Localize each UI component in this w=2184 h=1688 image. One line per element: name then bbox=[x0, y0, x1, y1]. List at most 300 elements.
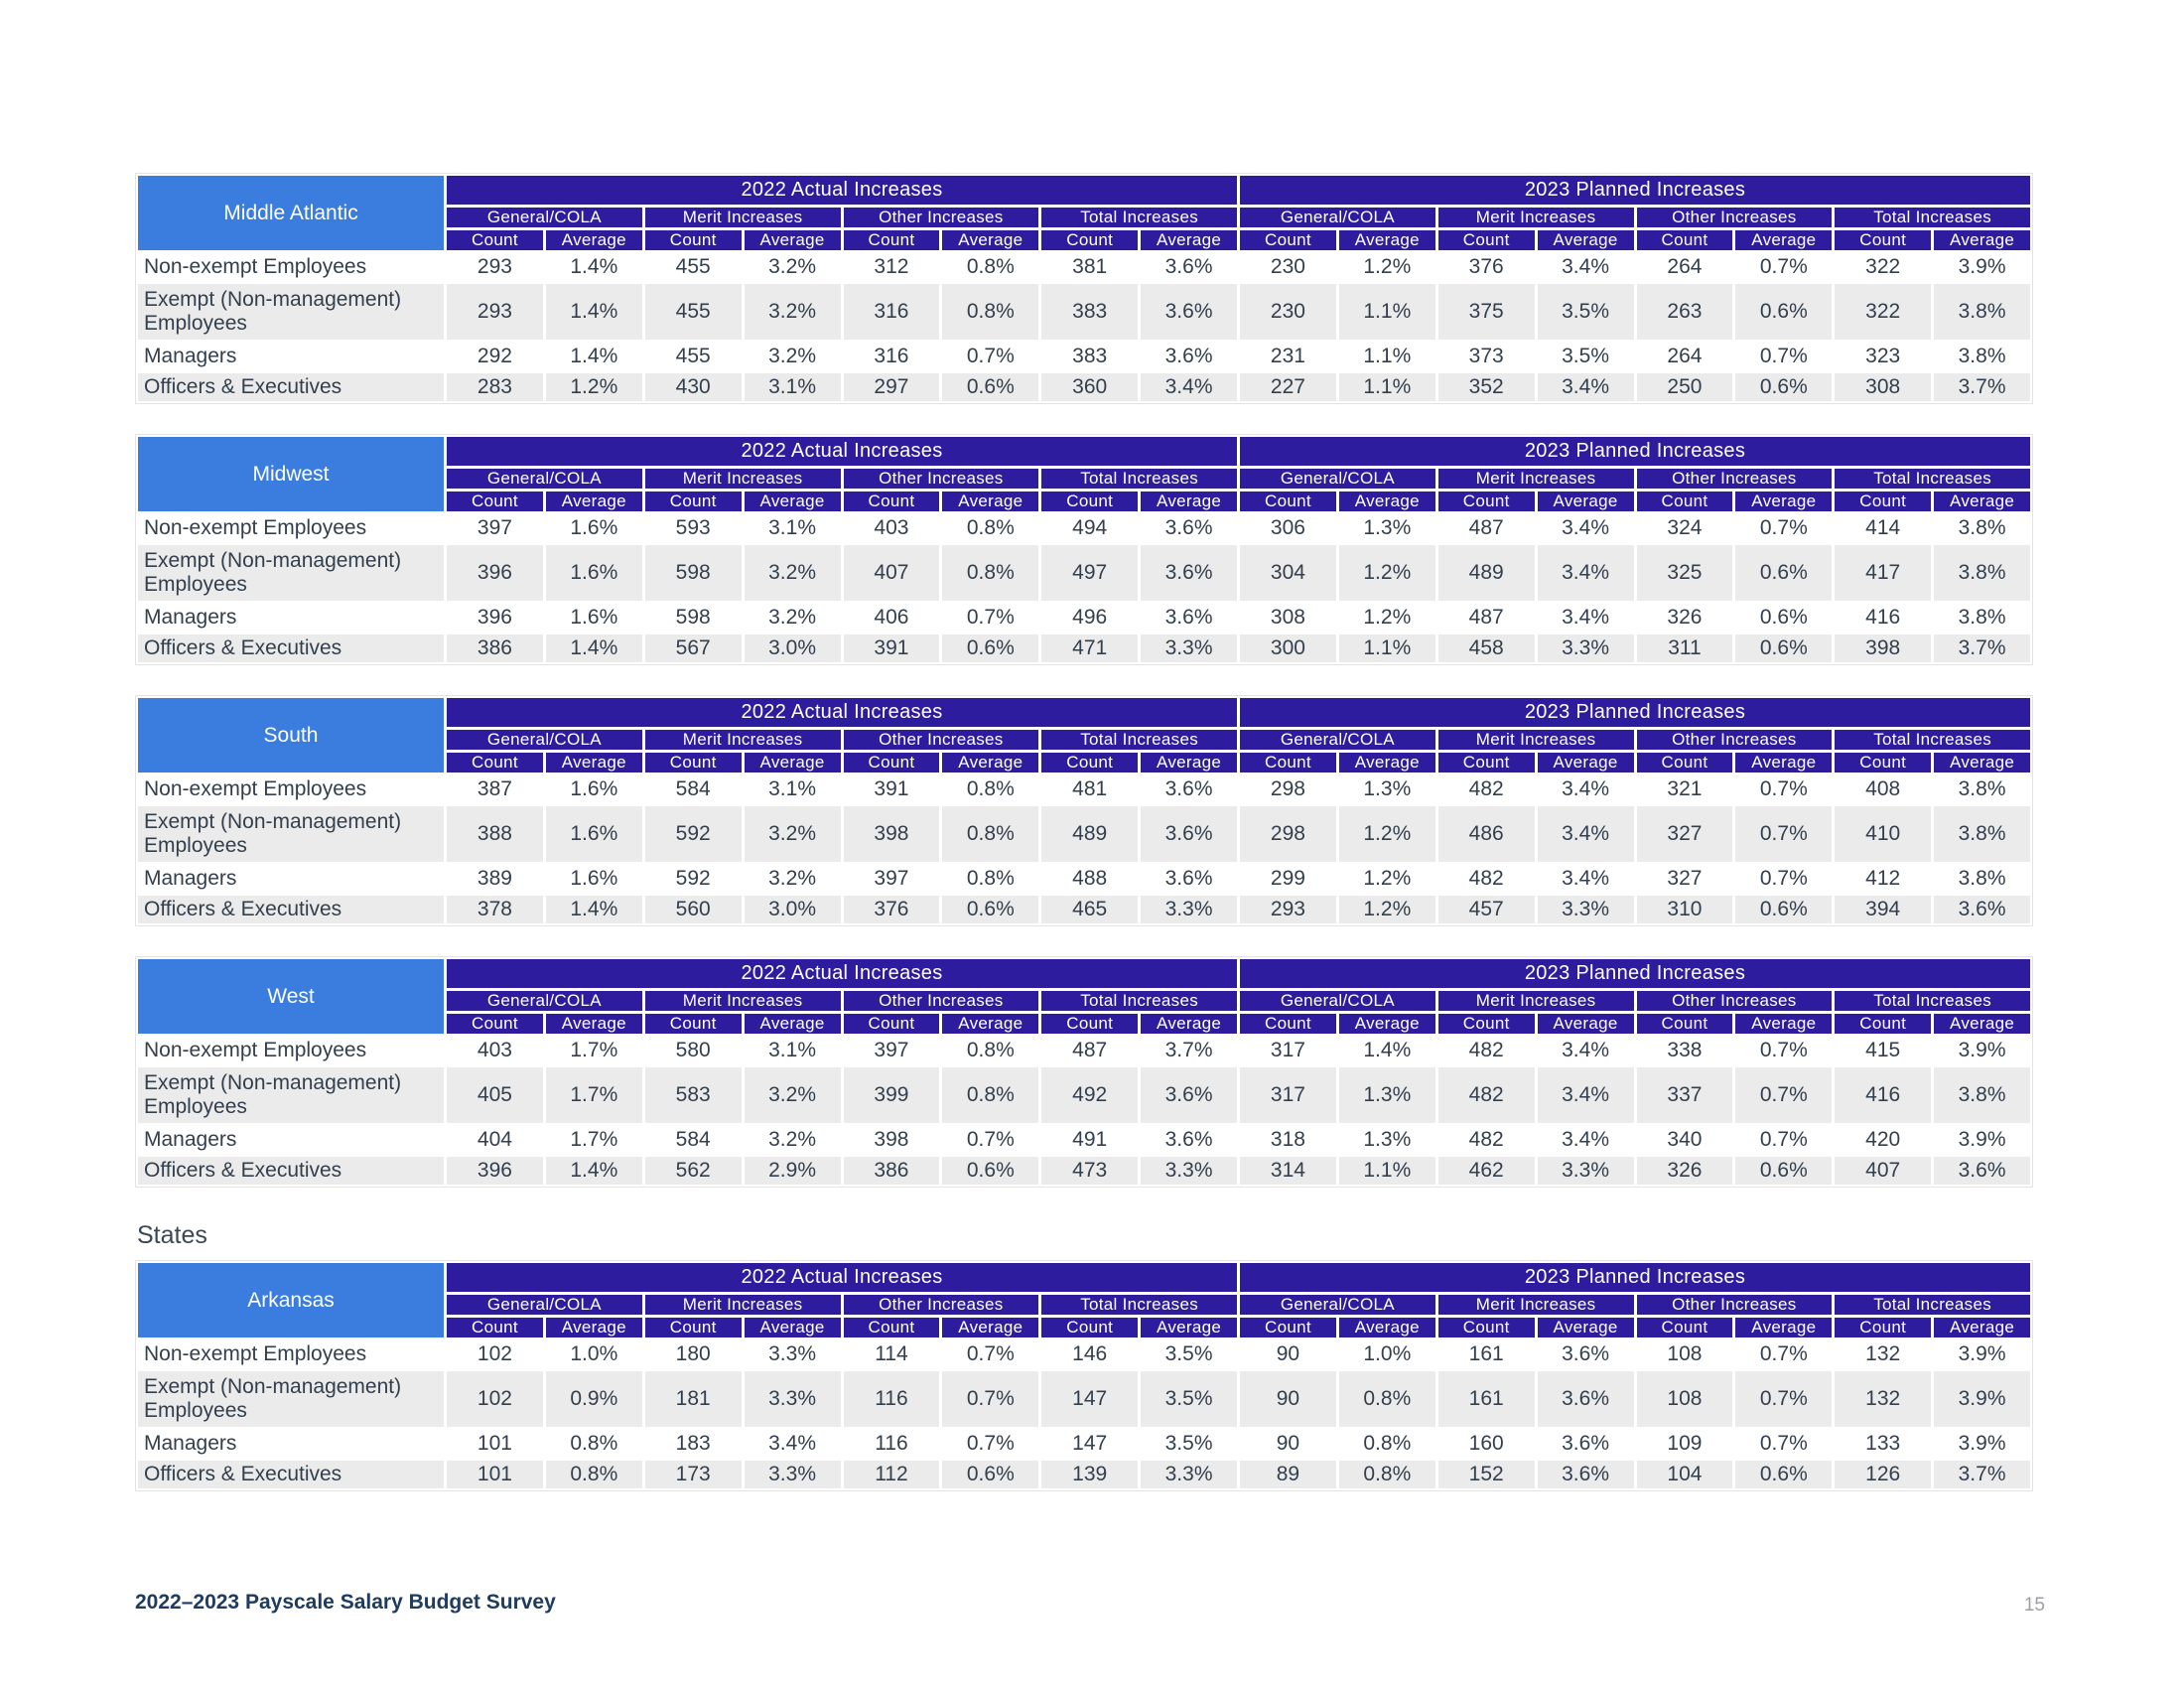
value-cell: 90 bbox=[1240, 1430, 1336, 1458]
value-cell: 416 bbox=[1835, 1067, 1931, 1123]
value-cell: 381 bbox=[1041, 253, 1138, 281]
measure-header-count: Count bbox=[1240, 492, 1336, 511]
value-cell: 116 bbox=[844, 1371, 940, 1427]
value-cell: 298 bbox=[1240, 806, 1336, 862]
value-cell: 598 bbox=[645, 545, 742, 601]
value-cell: 3.4% bbox=[1538, 604, 1634, 632]
row-label-managers: Managers bbox=[138, 1430, 444, 1458]
measure-header-average: Average bbox=[1339, 1318, 1435, 1337]
value-cell: 0.8% bbox=[942, 1037, 1038, 1064]
value-cell: 3.2% bbox=[745, 604, 841, 632]
value-cell: 3.4% bbox=[1538, 1067, 1634, 1123]
value-cell: 386 bbox=[447, 634, 543, 662]
year-group-header-2023: 2023 Planned Increases bbox=[1240, 959, 2030, 988]
value-cell: 403 bbox=[447, 1037, 543, 1064]
value-cell: 3.7% bbox=[1141, 1037, 1237, 1064]
value-cell: 300 bbox=[1240, 634, 1336, 662]
measure-header-count: Count bbox=[1041, 230, 1138, 250]
value-cell: 126 bbox=[1835, 1461, 1931, 1488]
value-cell: 430 bbox=[645, 373, 742, 401]
measure-header-average: Average bbox=[1339, 1014, 1435, 1034]
value-cell: 0.6% bbox=[1735, 1157, 1832, 1185]
value-cell: 352 bbox=[1438, 373, 1535, 401]
value-cell: 298 bbox=[1240, 775, 1336, 803]
value-cell: 1.2% bbox=[1339, 865, 1435, 893]
value-cell: 560 bbox=[645, 896, 742, 923]
value-cell: 3.8% bbox=[1934, 604, 2030, 632]
value-cell: 403 bbox=[844, 514, 940, 542]
value-cell: 327 bbox=[1637, 865, 1733, 893]
measure-header-count: Count bbox=[447, 492, 543, 511]
value-cell: 0.6% bbox=[1735, 896, 1832, 923]
value-cell: 231 bbox=[1240, 343, 1336, 370]
value-cell: 322 bbox=[1835, 284, 1931, 340]
value-cell: 0.6% bbox=[942, 1461, 1038, 1488]
year-group-header-2023: 2023 Planned Increases bbox=[1240, 1263, 2030, 1292]
row-label-managers: Managers bbox=[138, 1126, 444, 1154]
value-cell: 3.6% bbox=[1141, 865, 1237, 893]
value-cell: 146 bbox=[1041, 1340, 1138, 1368]
state-tables-section bbox=[135, 1260, 2033, 1491]
value-cell: 3.9% bbox=[1934, 1037, 2030, 1064]
value-cell: 3.6% bbox=[1141, 343, 1237, 370]
measure-header-count: Count bbox=[1637, 492, 1733, 511]
value-cell: 396 bbox=[447, 604, 543, 632]
value-cell: 397 bbox=[844, 1037, 940, 1064]
value-cell: 592 bbox=[645, 865, 742, 893]
value-cell: 415 bbox=[1835, 1037, 1931, 1064]
value-cell: 108 bbox=[1637, 1371, 1733, 1427]
measure-header-count: Count bbox=[844, 1014, 940, 1034]
salary-table-west bbox=[135, 956, 2033, 1188]
value-cell: 489 bbox=[1438, 545, 1535, 601]
measure-header-average: Average bbox=[1934, 753, 2030, 773]
value-cell: 3.8% bbox=[1934, 343, 2030, 370]
value-cell: 3.2% bbox=[745, 343, 841, 370]
value-cell: 180 bbox=[645, 1340, 742, 1368]
subgroup-header-total-increases: Total Increases bbox=[1041, 469, 1237, 489]
value-cell: 0.6% bbox=[1735, 634, 1832, 662]
value-cell: 0.7% bbox=[942, 1430, 1038, 1458]
value-cell: 3.8% bbox=[1934, 545, 2030, 601]
value-cell: 340 bbox=[1637, 1126, 1733, 1154]
measure-header-average: Average bbox=[1141, 1318, 1237, 1337]
subgroup-header-merit-increases: Merit Increases bbox=[645, 991, 841, 1011]
measure-header-count: Count bbox=[844, 492, 940, 511]
measure-header-average: Average bbox=[1538, 1318, 1634, 1337]
value-cell: 147 bbox=[1041, 1430, 1138, 1458]
measure-header-count: Count bbox=[1637, 753, 1733, 773]
value-cell: 494 bbox=[1041, 514, 1138, 542]
measure-header-average: Average bbox=[1934, 230, 2030, 250]
measure-header-average: Average bbox=[546, 230, 642, 250]
value-cell: 0.7% bbox=[1735, 1430, 1832, 1458]
value-cell: 3.6% bbox=[1141, 253, 1237, 281]
value-cell: 399 bbox=[844, 1067, 940, 1123]
value-cell: 3.6% bbox=[1538, 1371, 1634, 1427]
value-cell: 482 bbox=[1438, 1126, 1535, 1154]
measure-header-count: Count bbox=[1438, 753, 1535, 773]
value-cell: 455 bbox=[645, 253, 742, 281]
value-cell: 458 bbox=[1438, 634, 1535, 662]
value-cell: 132 bbox=[1835, 1371, 1931, 1427]
value-cell: 0.7% bbox=[942, 604, 1038, 632]
value-cell: 1.4% bbox=[546, 343, 642, 370]
measure-header-average: Average bbox=[1339, 230, 1435, 250]
value-cell: 0.7% bbox=[1735, 865, 1832, 893]
value-cell: 0.8% bbox=[942, 545, 1038, 601]
measure-header-average: Average bbox=[942, 1318, 1038, 1337]
value-cell: 3.8% bbox=[1934, 806, 2030, 862]
value-cell: 487 bbox=[1438, 514, 1535, 542]
value-cell: 394 bbox=[1835, 896, 1931, 923]
value-cell: 112 bbox=[844, 1461, 940, 1488]
value-cell: 482 bbox=[1438, 775, 1535, 803]
value-cell: 3.3% bbox=[1141, 896, 1237, 923]
measure-header-average: Average bbox=[1141, 230, 1237, 250]
value-cell: 316 bbox=[844, 284, 940, 340]
value-cell: 326 bbox=[1637, 1157, 1733, 1185]
subgroup-header-general-cola: General/COLA bbox=[1240, 991, 1435, 1011]
row-label-officers-executives: Officers & Executives bbox=[138, 373, 444, 401]
measure-header-average: Average bbox=[1934, 1318, 2030, 1337]
value-cell: 0.7% bbox=[1735, 343, 1832, 370]
value-cell: 1.2% bbox=[1339, 896, 1435, 923]
value-cell: 317 bbox=[1240, 1067, 1336, 1123]
measure-header-average: Average bbox=[1538, 230, 1634, 250]
measure-header-count: Count bbox=[645, 492, 742, 511]
value-cell: 293 bbox=[447, 253, 543, 281]
value-cell: 1.3% bbox=[1339, 1067, 1435, 1123]
value-cell: 116 bbox=[844, 1430, 940, 1458]
year-group-header-2022: 2022 Actual Increases bbox=[447, 1263, 1237, 1292]
subgroup-header-merit-increases: Merit Increases bbox=[645, 469, 841, 489]
subgroup-header-other-increases: Other Increases bbox=[1637, 991, 1833, 1011]
value-cell: 230 bbox=[1240, 284, 1336, 340]
measure-header-average: Average bbox=[546, 753, 642, 773]
value-cell: 338 bbox=[1637, 1037, 1733, 1064]
value-cell: 391 bbox=[844, 634, 940, 662]
value-cell: 326 bbox=[1637, 604, 1733, 632]
measure-header-count: Count bbox=[1438, 230, 1535, 250]
region-label: Middle Atlantic bbox=[138, 176, 444, 250]
value-cell: 3.3% bbox=[1141, 1157, 1237, 1185]
row-label-managers: Managers bbox=[138, 865, 444, 893]
value-cell: 3.4% bbox=[1538, 1126, 1634, 1154]
value-cell: 297 bbox=[844, 373, 940, 401]
value-cell: 0.8% bbox=[942, 514, 1038, 542]
value-cell: 492 bbox=[1041, 1067, 1138, 1123]
value-cell: 0.7% bbox=[1735, 775, 1832, 803]
subgroup-header-general-cola: General/COLA bbox=[447, 730, 642, 750]
value-cell: 306 bbox=[1240, 514, 1336, 542]
value-cell: 3.2% bbox=[745, 865, 841, 893]
value-cell: 1.2% bbox=[1339, 253, 1435, 281]
value-cell: 183 bbox=[645, 1430, 742, 1458]
value-cell: 496 bbox=[1041, 604, 1138, 632]
value-cell: 250 bbox=[1637, 373, 1733, 401]
measure-header-count: Count bbox=[844, 753, 940, 773]
value-cell: 3.4% bbox=[1538, 775, 1634, 803]
value-cell: 487 bbox=[1438, 604, 1535, 632]
value-cell: 412 bbox=[1835, 865, 1931, 893]
value-cell: 398 bbox=[1835, 634, 1931, 662]
year-group-header-2022: 2022 Actual Increases bbox=[447, 437, 1237, 466]
value-cell: 152 bbox=[1438, 1461, 1535, 1488]
value-cell: 457 bbox=[1438, 896, 1535, 923]
value-cell: 1.3% bbox=[1339, 1126, 1435, 1154]
value-cell: 3.0% bbox=[745, 634, 841, 662]
row-label-exempt-non-management-employees: Exempt (Non-management) Employees bbox=[138, 1371, 444, 1427]
value-cell: 3.4% bbox=[1538, 514, 1634, 542]
salary-table-middle-atlantic bbox=[135, 173, 2033, 404]
row-label-officers-executives: Officers & Executives bbox=[138, 896, 444, 923]
value-cell: 283 bbox=[447, 373, 543, 401]
value-cell: 462 bbox=[1438, 1157, 1535, 1185]
value-cell: 3.3% bbox=[1538, 1157, 1634, 1185]
value-cell: 264 bbox=[1637, 253, 1733, 281]
value-cell: 378 bbox=[447, 896, 543, 923]
value-cell: 391 bbox=[844, 775, 940, 803]
measure-header-count: Count bbox=[1438, 1014, 1535, 1034]
subgroup-header-general-cola: General/COLA bbox=[1240, 469, 1435, 489]
value-cell: 308 bbox=[1240, 604, 1336, 632]
value-cell: 3.6% bbox=[1141, 1126, 1237, 1154]
year-group-header-2023: 2023 Planned Increases bbox=[1240, 437, 2030, 466]
value-cell: 383 bbox=[1041, 343, 1138, 370]
value-cell: 3.7% bbox=[1934, 1461, 2030, 1488]
measure-header-count: Count bbox=[447, 753, 543, 773]
subgroup-header-total-increases: Total Increases bbox=[1835, 730, 2030, 750]
value-cell: 414 bbox=[1835, 514, 1931, 542]
region-label: West bbox=[138, 959, 444, 1034]
value-cell: 0.6% bbox=[1735, 604, 1832, 632]
value-cell: 1.0% bbox=[1339, 1340, 1435, 1368]
value-cell: 0.6% bbox=[942, 1157, 1038, 1185]
measure-header-count: Count bbox=[1240, 753, 1336, 773]
value-cell: 0.8% bbox=[942, 775, 1038, 803]
value-cell: 3.8% bbox=[1934, 1067, 2030, 1123]
value-cell: 3.4% bbox=[1538, 1037, 1634, 1064]
value-cell: 293 bbox=[447, 284, 543, 340]
value-cell: 161 bbox=[1438, 1340, 1535, 1368]
value-cell: 0.6% bbox=[1735, 284, 1832, 340]
value-cell: 3.2% bbox=[745, 545, 841, 601]
value-cell: 0.8% bbox=[1339, 1371, 1435, 1427]
value-cell: 337 bbox=[1637, 1067, 1733, 1123]
measure-header-average: Average bbox=[1141, 492, 1237, 511]
value-cell: 0.7% bbox=[942, 1371, 1038, 1427]
value-cell: 3.1% bbox=[745, 775, 841, 803]
value-cell: 325 bbox=[1637, 545, 1733, 601]
value-cell: 1.1% bbox=[1339, 373, 1435, 401]
value-cell: 263 bbox=[1637, 284, 1733, 340]
value-cell: 2.9% bbox=[745, 1157, 841, 1185]
value-cell: 488 bbox=[1041, 865, 1138, 893]
subgroup-header-merit-increases: Merit Increases bbox=[1438, 1295, 1634, 1315]
value-cell: 410 bbox=[1835, 806, 1931, 862]
measure-header-count: Count bbox=[1240, 230, 1336, 250]
value-cell: 396 bbox=[447, 1157, 543, 1185]
value-cell: 3.6% bbox=[1141, 284, 1237, 340]
value-cell: 1.3% bbox=[1339, 514, 1435, 542]
value-cell: 0.6% bbox=[1735, 1461, 1832, 1488]
measure-header-count: Count bbox=[1041, 1014, 1138, 1034]
measure-header-average: Average bbox=[1735, 1014, 1832, 1034]
value-cell: 1.0% bbox=[546, 1340, 642, 1368]
subgroup-header-merit-increases: Merit Increases bbox=[1438, 208, 1634, 227]
value-cell: 406 bbox=[844, 604, 940, 632]
region-label: Midwest bbox=[138, 437, 444, 511]
value-cell: 3.4% bbox=[1538, 373, 1634, 401]
value-cell: 308 bbox=[1835, 373, 1931, 401]
subgroup-header-other-increases: Other Increases bbox=[1637, 730, 1833, 750]
row-label-exempt-non-management-employees: Exempt (Non-management) Employees bbox=[138, 545, 444, 601]
measure-header-average: Average bbox=[1538, 1014, 1634, 1034]
value-cell: 375 bbox=[1438, 284, 1535, 340]
measure-header-count: Count bbox=[1835, 492, 1931, 511]
value-cell: 3.4% bbox=[1538, 253, 1634, 281]
value-cell: 1.6% bbox=[546, 806, 642, 862]
measure-header-average: Average bbox=[546, 1014, 642, 1034]
value-cell: 90 bbox=[1240, 1371, 1336, 1427]
value-cell: 147 bbox=[1041, 1371, 1138, 1427]
value-cell: 562 bbox=[645, 1157, 742, 1185]
value-cell: 3.5% bbox=[1141, 1340, 1237, 1368]
value-cell: 1.6% bbox=[546, 545, 642, 601]
year-group-header-2023: 2023 Planned Increases bbox=[1240, 698, 2030, 727]
value-cell: 0.6% bbox=[942, 634, 1038, 662]
value-cell: 3.5% bbox=[1538, 284, 1634, 340]
value-cell: 3.6% bbox=[1538, 1430, 1634, 1458]
value-cell: 0.7% bbox=[1735, 806, 1832, 862]
value-cell: 3.3% bbox=[1538, 634, 1634, 662]
value-cell: 1.1% bbox=[1339, 284, 1435, 340]
value-cell: 3.3% bbox=[745, 1340, 841, 1368]
value-cell: 416 bbox=[1835, 604, 1931, 632]
value-cell: 567 bbox=[645, 634, 742, 662]
value-cell: 0.7% bbox=[942, 343, 1038, 370]
year-group-header-2023: 2023 Planned Increases bbox=[1240, 176, 2030, 205]
measure-header-average: Average bbox=[1735, 492, 1832, 511]
value-cell: 3.2% bbox=[745, 253, 841, 281]
value-cell: 0.8% bbox=[942, 1067, 1038, 1123]
value-cell: 360 bbox=[1041, 373, 1138, 401]
subgroup-header-total-increases: Total Increases bbox=[1835, 469, 2030, 489]
value-cell: 0.6% bbox=[1735, 373, 1832, 401]
measure-header-count: Count bbox=[1835, 1318, 1931, 1337]
value-cell: 420 bbox=[1835, 1126, 1931, 1154]
value-cell: 102 bbox=[447, 1340, 543, 1368]
row-label-managers: Managers bbox=[138, 343, 444, 370]
value-cell: 417 bbox=[1835, 545, 1931, 601]
value-cell: 139 bbox=[1041, 1461, 1138, 1488]
value-cell: 311 bbox=[1637, 634, 1733, 662]
value-cell: 1.2% bbox=[546, 373, 642, 401]
value-cell: 0.7% bbox=[942, 1340, 1038, 1368]
value-cell: 3.9% bbox=[1934, 253, 2030, 281]
value-cell: 455 bbox=[645, 343, 742, 370]
value-cell: 3.8% bbox=[1934, 284, 2030, 340]
subgroup-header-total-increases: Total Increases bbox=[1041, 991, 1237, 1011]
subgroup-header-other-increases: Other Increases bbox=[844, 469, 1039, 489]
subgroup-header-merit-increases: Merit Increases bbox=[645, 208, 841, 227]
subgroup-header-other-increases: Other Increases bbox=[1637, 208, 1833, 227]
value-cell: 497 bbox=[1041, 545, 1138, 601]
salary-table-south bbox=[135, 695, 2033, 926]
value-cell: 160 bbox=[1438, 1430, 1535, 1458]
row-label-managers: Managers bbox=[138, 604, 444, 632]
value-cell: 373 bbox=[1438, 343, 1535, 370]
value-cell: 312 bbox=[844, 253, 940, 281]
value-cell: 227 bbox=[1240, 373, 1336, 401]
subgroup-header-merit-increases: Merit Increases bbox=[1438, 730, 1634, 750]
value-cell: 387 bbox=[447, 775, 543, 803]
value-cell: 471 bbox=[1041, 634, 1138, 662]
value-cell: 173 bbox=[645, 1461, 742, 1488]
page-number: 15 bbox=[2023, 1595, 2045, 1616]
value-cell: 482 bbox=[1438, 1037, 1535, 1064]
value-cell: 3.3% bbox=[745, 1461, 841, 1488]
value-cell: 114 bbox=[844, 1340, 940, 1368]
value-cell: 3.5% bbox=[1141, 1430, 1237, 1458]
subgroup-header-general-cola: General/COLA bbox=[447, 1295, 642, 1315]
value-cell: 3.8% bbox=[1934, 865, 2030, 893]
value-cell: 109 bbox=[1637, 1430, 1733, 1458]
subgroup-header-other-increases: Other Increases bbox=[1637, 469, 1833, 489]
value-cell: 3.6% bbox=[1141, 514, 1237, 542]
subgroup-header-merit-increases: Merit Increases bbox=[645, 730, 841, 750]
value-cell: 0.6% bbox=[1735, 545, 1832, 601]
value-cell: 3.9% bbox=[1934, 1340, 2030, 1368]
value-cell: 132 bbox=[1835, 1340, 1931, 1368]
value-cell: 3.4% bbox=[745, 1430, 841, 1458]
value-cell: 0.7% bbox=[1735, 1067, 1832, 1123]
value-cell: 482 bbox=[1438, 1067, 1535, 1123]
value-cell: 318 bbox=[1240, 1126, 1336, 1154]
row-label-non-exempt-employees: Non-exempt Employees bbox=[138, 1037, 444, 1064]
value-cell: 3.4% bbox=[1538, 865, 1634, 893]
region-tables-section bbox=[135, 173, 2033, 1188]
value-cell: 3.2% bbox=[745, 284, 841, 340]
value-cell: 1.2% bbox=[1339, 806, 1435, 862]
value-cell: 3.1% bbox=[745, 1037, 841, 1064]
subgroup-header-merit-increases: Merit Increases bbox=[1438, 991, 1634, 1011]
value-cell: 486 bbox=[1438, 806, 1535, 862]
year-group-header-2022: 2022 Actual Increases bbox=[447, 698, 1237, 727]
value-cell: 316 bbox=[844, 343, 940, 370]
value-cell: 3.3% bbox=[745, 1371, 841, 1427]
value-cell: 376 bbox=[1438, 253, 1535, 281]
subgroup-header-other-increases: Other Increases bbox=[844, 1295, 1039, 1315]
subgroup-header-other-increases: Other Increases bbox=[1637, 1295, 1833, 1315]
measure-header-count: Count bbox=[1240, 1318, 1336, 1337]
value-cell: 102 bbox=[447, 1371, 543, 1427]
states-section-heading: States bbox=[137, 1221, 207, 1249]
value-cell: 3.6% bbox=[1141, 775, 1237, 803]
measure-header-average: Average bbox=[745, 492, 841, 511]
value-cell: 0.6% bbox=[942, 896, 1038, 923]
measure-header-average: Average bbox=[745, 230, 841, 250]
value-cell: 1.6% bbox=[546, 514, 642, 542]
value-cell: 396 bbox=[447, 545, 543, 601]
measure-header-count: Count bbox=[844, 230, 940, 250]
subgroup-header-other-increases: Other Increases bbox=[844, 991, 1039, 1011]
measure-header-average: Average bbox=[1538, 753, 1634, 773]
measure-header-count: Count bbox=[1835, 1014, 1931, 1034]
value-cell: 465 bbox=[1041, 896, 1138, 923]
value-cell: 386 bbox=[844, 1157, 940, 1185]
